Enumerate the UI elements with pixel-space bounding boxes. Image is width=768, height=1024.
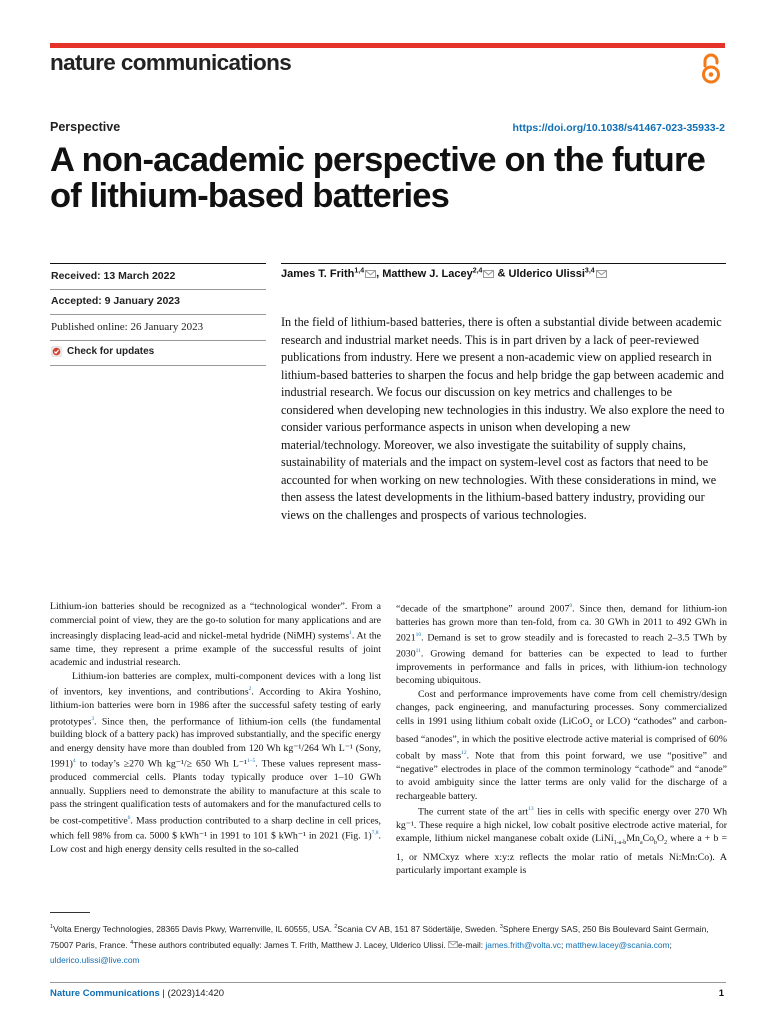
check-for-updates-link[interactable] <box>51 346 154 357</box>
journal-top-bar <box>50 43 725 48</box>
email-link[interactable]: matthew.lacey@scania.com <box>565 940 670 951</box>
email-icon[interactable] <box>596 270 607 278</box>
page-number: 1 <box>718 988 724 999</box>
author-affiliation: 1,4 <box>354 267 365 274</box>
subscript: 2 <box>589 722 593 729</box>
footer-volume: | (2023)14:420 <box>159 988 225 999</box>
email-icon[interactable] <box>483 270 494 278</box>
affiliation-text: Sphere Energy SAS, 250 Bis Boulevard Saint Germain, 75007 Paris, France. <box>50 923 709 951</box>
body-paragraph: Lithium-ion batteries should be recognized as a “technological wonder”. From a commercial point of view, they are the go-to solution for many applications and are increasingly displacing lead-acid and nickel-metal hydride (NiMH) systems$^1$. At the same time, they represent a prime example of the successful results of joint academic and industrial research. <box>50 601 381 669</box>
journal-name[interactable]: nature communications <box>50 50 292 75</box>
affiliation-text: Volta Energy Technologies, 28365 Davis Pkwy, Warrenville, IL 60555, USA. <box>53 923 335 934</box>
author-name[interactable]: James T. Frith <box>281 267 355 280</box>
affiliation-text: Scania CV AB, 151 87 Södertälje, Sweden. <box>337 923 500 934</box>
author[interactable] <box>281 268 376 280</box>
body-paragraph: Lithium-ion batteries are complex, multi-component devices with a long list of inventors, key inventions, and contributions$^2$. According to Akira Yoshino, lithium-ion batteries were born in 1986 after the successful safety testing of early prototypes$^3$. Since then, the performance of lithium-ion cells (the fundamental building block of a battery pack) has improved substantially, and the specific energy and energy density have more than doubled from 120 Wh kg⁻¹/264 Wh L⁻¹ (Sony, 1991)$^4$ to today’s ≥270 Wh kg⁻¹/≥ 650 Wh L⁻¹$^{1-5}$. These values represent mass-produced commercial cells. Plants today typically produce over 1–10 GWh annually. Suppliers need to demonstrate the ability to manufacture at this scale to pass the stringent qualification tests of automakers and for the manufactured cells to be cost-competitive$^6$. Mass production contributed to a sharp decline in cell prices, which fell 98% from ca. 5000 $ kWh⁻¹ in 1991 to 101 $ kWh⁻¹ in 2021 (Fig. 1)$^{7,8}$. Low cost and high energy density cells resulted in the so-called <box>50 670 382 856</box>
author-name[interactable]: Ulderico Ulissi <box>508 267 585 280</box>
reference-link[interactable]: 13 <box>528 806 534 813</box>
email-link[interactable]: ulderico.ulissi@live.com <box>50 954 140 965</box>
meta-top-rule <box>50 263 266 264</box>
reference-link[interactable]: 12 <box>461 749 467 756</box>
article-title: A non-academic perspective on the future of lithium-based batteries <box>50 141 705 215</box>
accepted-date: Accepted: 9 January 2023 <box>51 295 180 307</box>
subscript: 1-a-b <box>613 840 627 847</box>
open-access-icon[interactable] <box>700 53 722 85</box>
meta-bottom-rule <box>50 365 266 366</box>
email-icon[interactable] <box>365 270 376 278</box>
affiliation-number: 3 <box>499 924 503 930</box>
received-date: Received: 13 March 2022 <box>51 270 176 282</box>
subscript: b <box>654 840 658 847</box>
doi-link[interactable]: https://doi.org/10.1038/s41467-023-35933-2 <box>512 122 725 134</box>
author-affiliation: 2,4 <box>472 267 483 274</box>
author-list <box>281 267 607 280</box>
authors-top-rule <box>281 263 726 264</box>
reference-link[interactable]: 1–5 <box>246 758 256 765</box>
body-column-right <box>396 600 727 878</box>
reference-link[interactable]: 3 <box>91 715 95 722</box>
footer-citation <box>50 988 224 999</box>
reference-link[interactable]: 10 <box>415 632 422 639</box>
body-paragraph: “decade of the smartphone” around 2007$^9$. Since then, demand for lithium-ion batteries has grown more than ten-fold, from ca. 30 GWh in 2011 to 492 GWh in 2021$^{10}$. Demand is set to grow steadily and is forecasted to reach 2–3.5 TWh by 2030$^{11}$. Growing demand for batteries can be expected to lead to further improvements in performance and falls in prices, with lithium-ion technology becoming ubiquitous. <box>396 603 727 687</box>
email-link[interactable]: james.frith@volta.vc <box>485 940 561 951</box>
author-name[interactable]: Matthew J. Lacey <box>382 267 473 280</box>
author[interactable] <box>382 268 494 280</box>
body-column-left <box>50 600 381 857</box>
author[interactable] <box>509 268 607 280</box>
reference-link[interactable]: 4 <box>72 758 76 765</box>
reference-link[interactable]: 7,8 <box>371 830 379 837</box>
email-icon <box>448 941 458 948</box>
abstract: In the field of lithium-based batteries, there is often a substantial divide between academic research and industrial market needs. This is in part driven by a lack of peer-reviewed publications from industry. Here we present a non-academic view on applied research in lithium-based batteries to sharpen the focus and help bridge the gap between academic and industrial research. We focus our discussion on key metrics and challenges to be considered when developing new technologies in this industry. We also explore the need to consider various performance aspects in unison when developing a new material/technology. Moreover, we also investigate the suitability of supply chains, sustainability of materials and the impact on system-level cost as factors that need to be accounted for when working on new technologies. With these considerations in mind, we then assess the latest developments in the lithium-based battery industry, providing our views on the challenges and prospects of various technologies. <box>281 315 725 522</box>
article-type: Perspective <box>50 120 121 134</box>
footnote-rule <box>50 912 90 913</box>
footer-rule <box>50 982 726 983</box>
footer-journal-link[interactable]: Nature Communications <box>50 988 160 999</box>
affiliation-text: These authors contributed equally: James T. Frith, Matthew J. Lacey, Ulderico Ulissi. <box>133 940 448 951</box>
check-for-updates-label: Check for updates <box>67 346 155 357</box>
meta-rule <box>50 314 266 315</box>
meta-rule <box>50 289 266 290</box>
meta-rule <box>50 340 266 341</box>
reference-link[interactable]: 6 <box>127 814 131 821</box>
crossmark-icon <box>51 346 62 357</box>
affiliation-number: 1 <box>50 924 54 930</box>
email-label: e-mail: <box>457 940 486 951</box>
author-affiliation: 3,4 <box>584 267 595 274</box>
author-separator: & <box>494 267 509 280</box>
reference-link[interactable]: 2 <box>248 686 252 693</box>
reference-link[interactable]: 1 <box>349 630 352 636</box>
reference-link[interactable]: 11 <box>415 648 421 655</box>
body-paragraph: The current state of the art$^{13}$ lies in cells with specific energy over 270 Wh kg⁻¹. These require a high nickel, low cobalt positive electrode active material, for example, lithium nickel manganese cobalt oxide ($LiNi_{1-a-b}Mn_aCo_bO_2$ where a + b = 1, or NMCxyz where x:y:z reflects the molar ratio of metals Ni:Mn:Co). A particularly important example is <box>396 806 727 877</box>
affiliations-footnote: $^1$Volta Energy Technologies, 28365 Davis Pkwy, Warrenville, IL 60555, USA. $^2$Scania CV AB, 151 87 Södertälje, Sweden. $^3$Sphere Energy SAS, 250 Bis Boulevard Saint Germain, 75007 Paris, France. $^4$These authors contributed equally: James T. Frith, Matthew J. Lacey, Ulderico Ulissi. e-mail: james.frith@volta.vc; matthew.lacey@scania.com; ulderico.ulissi@live.com <box>50 923 709 965</box>
subscript: 2 <box>664 840 668 847</box>
body-paragraph: Cost and performance improvements have come from cell chemistry/design changes, pack engineering, and manufacturing processes. Sony commercialized cells in 1991 using lithium cobalt oxide (LiCoO$_2$ or LCO) “cathodes” and carbon-based “anodes”, in which the positive electrode active material is comprised of 60% cobalt by mass$^{12}$. Note that from this point forward, we use “positive” and “negative” electrodes in place of the common terminology “cathode” and “anode” to avoid ambiguity since the latter terms are only valid for the discharge of a rechargeable battery. <box>396 688 727 802</box>
subscript: a <box>639 840 643 847</box>
reference-link[interactable]: 9 <box>569 603 573 609</box>
affiliation-number: 4 <box>130 940 134 947</box>
affiliation-number: 2 <box>334 924 338 930</box>
published-date: Published online: 26 January 2023 <box>51 321 204 333</box>
author-separator: , <box>376 267 383 280</box>
